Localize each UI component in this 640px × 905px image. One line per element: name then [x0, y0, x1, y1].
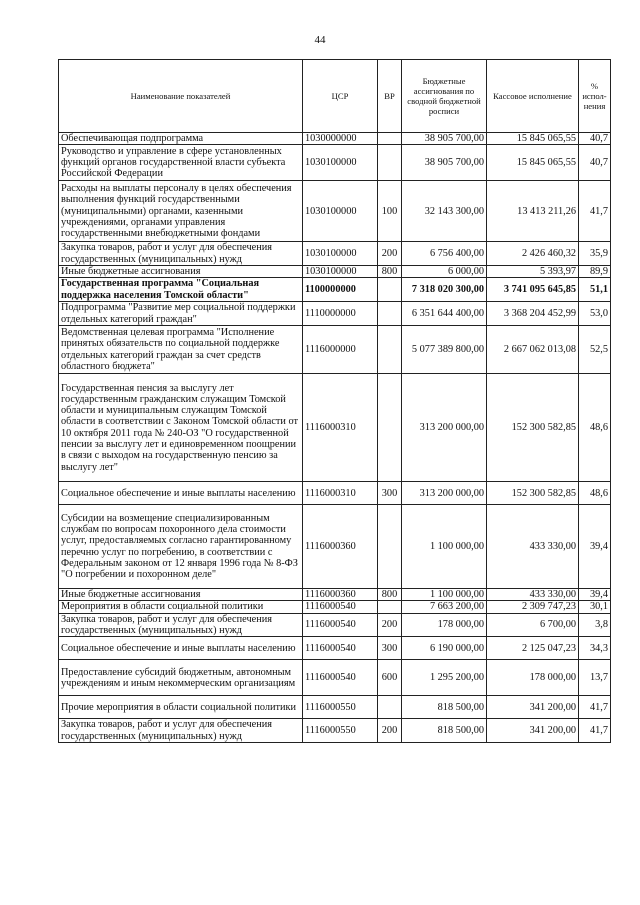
row-budget-cell: 178 000,00: [402, 613, 487, 637]
row-cash-cell: 341 200,00: [487, 696, 579, 719]
row-cash-cell: 3 741 095 645,85: [487, 278, 579, 302]
row-cash-cell: 2 125 047,23: [487, 637, 579, 660]
row-vr-cell: 100: [378, 181, 402, 242]
row-cash-cell: 15 845 065,55: [487, 133, 579, 145]
row-percent-cell: 40,7: [579, 145, 611, 181]
row-csr-cell: 1030100000: [303, 145, 378, 181]
row-cash-cell: 178 000,00: [487, 660, 579, 696]
table-body: [59, 133, 611, 743]
table-row: [59, 601, 611, 613]
row-csr-cell: 1116000310: [303, 482, 378, 505]
row-vr-cell: [378, 374, 402, 482]
row-name-cell: Ведомственная целевая программа "Исполнение принятых обязательств по социальной поддержке отдельных категорий граждан за счет средств областного бюджета": [59, 326, 303, 374]
table-row: [59, 374, 611, 482]
row-vr-cell: [378, 133, 402, 145]
table-row: [59, 133, 611, 145]
row-csr-cell: 1116000360: [303, 589, 378, 601]
row-name-cell: Социальное обеспечение и иные выплаты населению: [59, 637, 303, 660]
row-percent-cell: 3,8: [579, 613, 611, 637]
row-percent-cell: 30,1: [579, 601, 611, 613]
row-cash-cell: 6 700,00: [487, 613, 579, 637]
row-vr-cell: 800: [378, 265, 402, 277]
row-vr-cell: 600: [378, 660, 402, 696]
table-row: [59, 719, 611, 743]
row-budget-cell: 1 100 000,00: [402, 505, 487, 589]
row-vr-cell: [378, 696, 402, 719]
row-percent-cell: 35,9: [579, 242, 611, 266]
row-budget-cell: 7 663 200,00: [402, 601, 487, 613]
row-csr-cell: 1116000540: [303, 637, 378, 660]
row-name-cell: Прочие мероприятия в области социальной политики: [59, 696, 303, 719]
row-name-cell: Подпрограмма "Развитие мер социальной поддержки отдельных категорий граждан": [59, 302, 303, 326]
row-vr-cell: [378, 302, 402, 326]
row-csr-cell: 1116000360: [303, 505, 378, 589]
row-vr-cell: [378, 145, 402, 181]
row-name-cell: Расходы на выплаты персоналу в целях обеспечения выполнения функций государственными (муниципальными) органами, казенными учреждениями, органами управления государственными внебюджетными фондами: [59, 181, 303, 242]
row-percent-cell: 39,4: [579, 589, 611, 601]
row-name-cell: Социальное обеспечение и иные выплаты населению: [59, 482, 303, 505]
header-percent: % испол-нения: [579, 60, 611, 133]
row-percent-cell: 48,6: [579, 482, 611, 505]
row-percent-cell: 39,4: [579, 505, 611, 589]
row-vr-cell: 300: [378, 482, 402, 505]
row-cash-cell: 2 426 460,32: [487, 242, 579, 266]
row-percent-cell: 53,0: [579, 302, 611, 326]
table-row: [59, 696, 611, 719]
table-row: [59, 637, 611, 660]
row-budget-cell: 6 756 400,00: [402, 242, 487, 266]
header-cash: Кассовое исполнение: [487, 60, 579, 133]
row-cash-cell: 152 300 582,85: [487, 374, 579, 482]
row-vr-cell: 200: [378, 613, 402, 637]
row-cash-cell: 433 330,00: [487, 589, 579, 601]
row-budget-cell: 38 905 700,00: [402, 133, 487, 145]
row-vr-cell: 300: [378, 637, 402, 660]
row-name-cell: Предоставление субсидий бюджетным, автономным учреждениям и иным некоммерческим организациям: [59, 660, 303, 696]
header-budget: Бюджетные ассигнования по сводной бюджетной росписи: [402, 60, 487, 133]
row-name-cell: Закупка товаров, работ и услуг для обеспечения государственных (муниципальных) нужд: [59, 242, 303, 266]
row-name-cell: Закупка товаров, работ и услуг для обеспечения государственных (муниципальных) нужд: [59, 719, 303, 743]
row-csr-cell: 1116000540: [303, 613, 378, 637]
row-budget-cell: 818 500,00: [402, 696, 487, 719]
row-cash-cell: 341 200,00: [487, 719, 579, 743]
row-cash-cell: 152 300 582,85: [487, 482, 579, 505]
row-percent-cell: 41,7: [579, 719, 611, 743]
row-percent-cell: 13,7: [579, 660, 611, 696]
row-csr-cell: 1116000550: [303, 696, 378, 719]
row-csr-cell: 1030100000: [303, 181, 378, 242]
row-cash-cell: 2 667 062 013,08: [487, 326, 579, 374]
table-row: [59, 589, 611, 601]
row-csr-cell: 1030100000: [303, 242, 378, 266]
row-csr-cell: 1100000000: [303, 278, 378, 302]
row-vr-cell: [378, 278, 402, 302]
row-csr-cell: 1030100000: [303, 265, 378, 277]
row-budget-cell: 313 200 000,00: [402, 374, 487, 482]
row-budget-cell: 818 500,00: [402, 719, 487, 743]
row-budget-cell: 313 200 000,00: [402, 482, 487, 505]
budget-execution-table: [58, 59, 611, 743]
row-vr-cell: [378, 505, 402, 589]
row-name-cell: Иные бюджетные ассигнования: [59, 589, 303, 601]
row-budget-cell: 6 351 644 400,00: [402, 302, 487, 326]
table-row: [59, 505, 611, 589]
row-cash-cell: 5 393,97: [487, 265, 579, 277]
row-name-cell: Государственная пенсия за выслугу лет государственным гражданским служащим Томской области и муниципальным служащим Томской области в соответствии с Законом Томской области от 10 октября 2011 года № 240-ОЗ "О государственной пенсии за выслугу лет и единовременном поощрении в связи с выходом на государственную пенсию за выслугу лет": [59, 374, 303, 482]
table-row: [59, 265, 611, 277]
row-budget-cell: 6 190 000,00: [402, 637, 487, 660]
row-cash-cell: 15 845 065,55: [487, 145, 579, 181]
table-row: [59, 660, 611, 696]
table-row: [59, 278, 611, 302]
row-vr-cell: [378, 326, 402, 374]
row-csr-cell: 1116000310: [303, 374, 378, 482]
row-budget-cell: 5 077 389 800,00: [402, 326, 487, 374]
row-vr-cell: 800: [378, 589, 402, 601]
row-budget-cell: 1 295 200,00: [402, 660, 487, 696]
row-vr-cell: [378, 601, 402, 613]
row-percent-cell: 51,1: [579, 278, 611, 302]
row-percent-cell: 34,3: [579, 637, 611, 660]
row-budget-cell: 1 100 000,00: [402, 589, 487, 601]
row-percent-cell: 89,9: [579, 265, 611, 277]
page-number: 44: [314, 34, 326, 46]
row-csr-cell: 1110000000: [303, 302, 378, 326]
row-csr-cell: 1116000550: [303, 719, 378, 743]
header-vr: ВР: [378, 60, 402, 133]
header-csr: ЦСР: [303, 60, 378, 133]
row-percent-cell: 52,5: [579, 326, 611, 374]
row-csr-cell: 1116000540: [303, 660, 378, 696]
row-percent-cell: 48,6: [579, 374, 611, 482]
table-row: [59, 613, 611, 637]
row-budget-cell: 32 143 300,00: [402, 181, 487, 242]
table-row: [59, 482, 611, 505]
row-csr-cell: 1116000540: [303, 601, 378, 613]
row-name-cell: Мероприятия в области социальной политики: [59, 601, 303, 613]
row-percent-cell: 41,7: [579, 696, 611, 719]
row-cash-cell: 2 309 747,23: [487, 601, 579, 613]
table-row: [59, 145, 611, 181]
table-row: [59, 302, 611, 326]
row-name-cell: Обеспечивающая подпрограмма: [59, 133, 303, 145]
row-vr-cell: 200: [378, 719, 402, 743]
row-csr-cell: 1030000000: [303, 133, 378, 145]
row-name-cell: Государственная программа "Социальная поддержка населения Томской области": [59, 278, 303, 302]
row-name-cell: Субсидии на возмещение специализированным службам по вопросам похоронного дела стоимости услуг, предоставляемых согласно гарантированному перечню услуг по погребению, в соответствии с Федеральным законом от 12 января 1996 года № 8-ФЗ "О погребении и похоронном деле": [59, 505, 303, 589]
row-percent-cell: 41,7: [579, 181, 611, 242]
row-cash-cell: 13 413 211,26: [487, 181, 579, 242]
row-budget-cell: 6 000,00: [402, 265, 487, 277]
row-cash-cell: 433 330,00: [487, 505, 579, 589]
row-budget-cell: 38 905 700,00: [402, 145, 487, 181]
row-percent-cell: 40,7: [579, 133, 611, 145]
header-name: Наименование показателей: [59, 60, 303, 133]
table-row: [59, 242, 611, 266]
row-csr-cell: 1116000000: [303, 326, 378, 374]
row-budget-cell: 7 318 020 300,00: [402, 278, 487, 302]
row-cash-cell: 3 368 204 452,99: [487, 302, 579, 326]
table-row: [59, 326, 611, 374]
row-name-cell: Руководство и управление в сфере установленных функций органов государственной власти субъекта Российской Федерации: [59, 145, 303, 181]
table-row: [59, 181, 611, 242]
table-header-row: [59, 60, 611, 133]
row-name-cell: Иные бюджетные ассигнования: [59, 265, 303, 277]
row-name-cell: Закупка товаров, работ и услуг для обеспечения государственных (муниципальных) нужд: [59, 613, 303, 637]
row-vr-cell: 200: [378, 242, 402, 266]
